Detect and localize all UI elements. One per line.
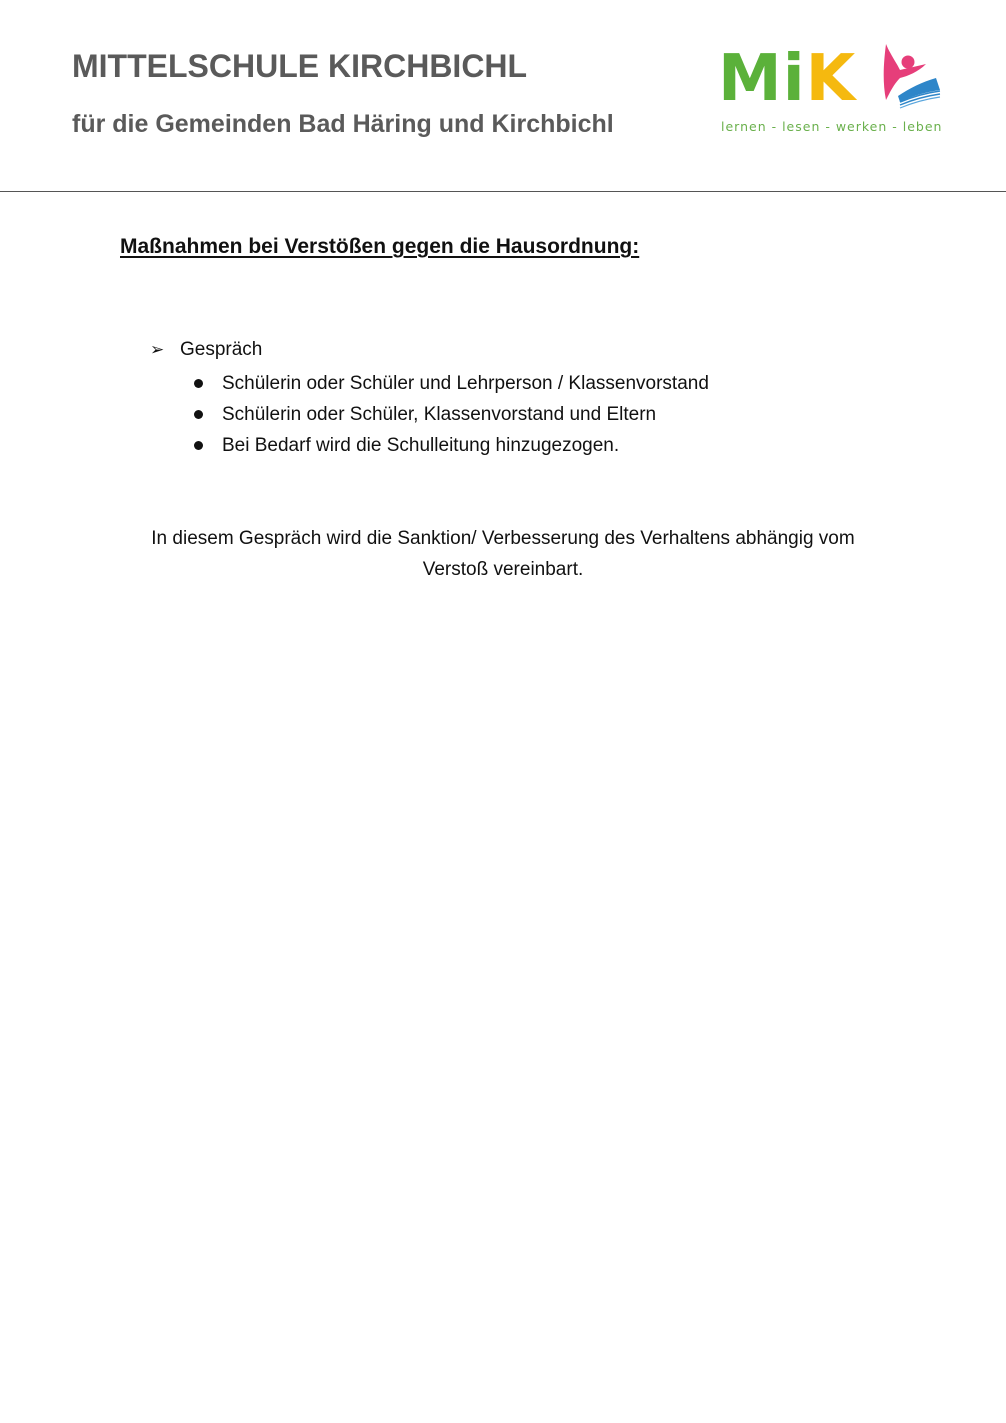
bullet-icon <box>190 441 222 450</box>
paragraph-line-2: Verstoß vereinbart. <box>422 559 584 580</box>
sub-list-item <box>190 399 709 430</box>
document-heading: Maßnahmen bei Verstößen gegen die Hausordnung: <box>120 235 640 258</box>
arrow-bullet-icon: ➢ <box>150 340 165 359</box>
school-title: MITTELSCHULE KIRCHBICHL <box>72 48 528 84</box>
school-logo <box>718 40 948 140</box>
paragraph-line-1: In diesem Gespräch wird die Sanktion/ Verbesserung des Verhaltens abhängig vom <box>151 528 855 549</box>
page-header <box>0 0 1006 192</box>
logo-tagline: lernen - lesen - werken - leben <box>721 119 943 134</box>
sub-list-item <box>190 430 709 461</box>
logo-letter-m: M <box>718 42 783 116</box>
logo-letter-k: K <box>805 42 857 116</box>
logo-wordmark <box>718 44 856 114</box>
list-item-label: Gespräch <box>180 339 263 360</box>
logo-letter-i: i <box>782 42 806 116</box>
person-reading-book-icon <box>878 40 942 110</box>
sanction-paragraph <box>100 523 906 585</box>
measures-list <box>150 337 262 363</box>
sub-list-item-label: Schülerin oder Schüler und Lehrperson / Klassenvorstand <box>222 372 709 394</box>
bullet-icon <box>190 410 222 419</box>
sub-list-item-label: Bei Bedarf wird die Schulleitung hinzugezogen. <box>222 434 620 456</box>
school-subtitle: für die Gemeinden Bad Häring und Kirchbichl <box>72 110 614 138</box>
sub-list-item-label: Schülerin oder Schüler, Klassenvorstand und Eltern <box>222 403 657 425</box>
bullet-icon <box>190 379 222 388</box>
header-divider <box>0 191 1006 192</box>
sub-list-item <box>190 368 709 399</box>
list-item <box>150 337 262 363</box>
conversation-participants-list <box>190 368 709 461</box>
